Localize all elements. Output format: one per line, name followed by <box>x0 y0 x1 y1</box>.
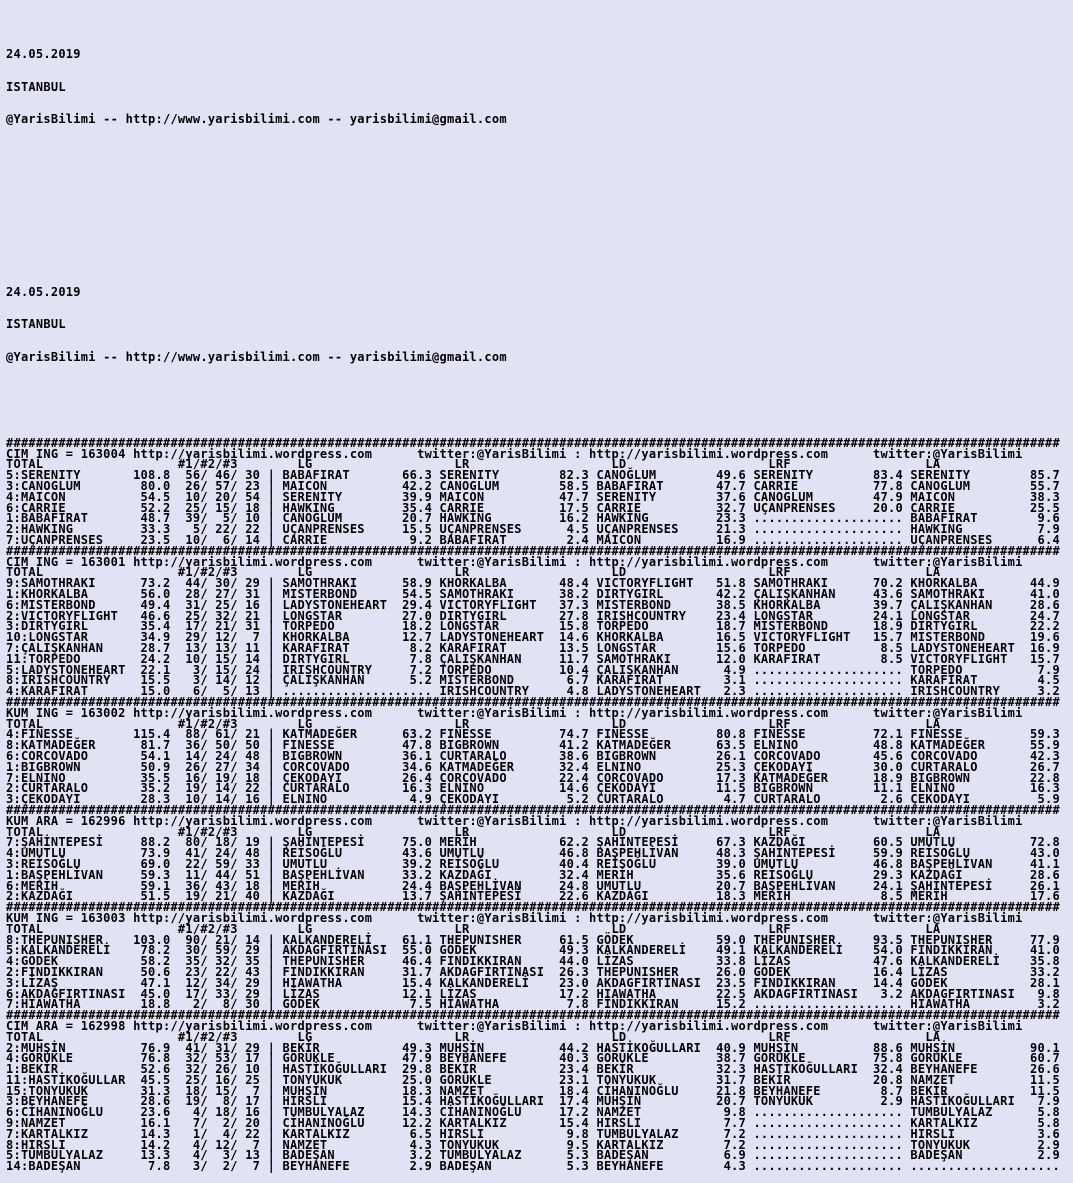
table-row: 2:HAWKING 33.3 5/ 22/ 22 | UÇANPRENSES 15.5 UÇANPRENSES 4.5 UÇANPRENSES 21.3 .................... HAWKING 7.9 <box>6 522 1060 537</box>
report-city: ISTANBUL <box>6 317 66 332</box>
separator-line: ############################################################################################################################################# <box>6 900 1060 915</box>
blank-line <box>6 405 1073 416</box>
table-row: 4:UMUTLU 73.9 41/ 24/ 48 | REİSOĞLU 43.6 UMUTLU 46.8 BAŞPEHLİVAN 48.3 ŞAHİNTEPESİ 59.9 REİSOĞLU 43.0 <box>6 846 1060 861</box>
table-row: 7:ŞAHİNTEPESİ 88.2 80/ 18/ 19 | ŞAHİNTEPESİ 75.0 MERİH 62.2 ŞAHİNTEPESİ 67.3 KAZDAĞI 60.5 UMUTLU 72.8 <box>6 835 1060 850</box>
separator-line: ############################################################################################################################################# <box>6 695 1060 709</box>
race-section-2 <box>6 543 1073 699</box>
table-row: 7:ELNINO 35.5 16/ 19/ 18 | ÇEKODAYI 26.4 CORCOVADO 22.4 CORCOVADO 17.3 KATMADEĞER 18.9 BIGBROWN 22.8 <box>6 770 1060 785</box>
section-title: CIM ARA = 162998 http://yarisbilimi.wordpress.com twitter:@YarisBilimi : http://yarisbilimi.wordpress.com twitter:@YarisBilimi <box>6 1018 1023 1033</box>
table-row: 8:HIRSLI 14.2 4/ 12/ 7 | NAMZET 4.3 TONYUKUK 9.5 KARTALKIZ 7.2 .................... TONYUKUK 2.9 <box>6 1137 1060 1152</box>
table-row: 3:LİZAŞ 47.1 12/ 34/ 29 | HIAWATHA 15.4 KALKANDERELİ 23.0 AKDAGFIRTINASI 23.5 FINDIKKIRAN 14.4 GÖDEK 28.1 <box>6 975 1060 990</box>
section-title: KUM ING = 163002 http://yarisbilimi.wordpress.com twitter:@YarisBilimi : http://yarisbilimi.wordpress.com twitter:@YarisBilimi <box>6 705 1023 720</box>
table-row: 4:GÖDEK 58.2 35/ 32/ 35 | THEPUNISHER 46.4 FINDIKKIRAN 44.0 LİZAS 33.8 LİZAS 47.6 KALKANDERELİ 35.8 <box>6 954 1060 969</box>
table-row: 6:CARRIE 52.2 25/ 15/ 18 | HAWKING 35.4 CARRIE 17.5 CARRIE 32.7 UÇANPRENSES 20.0 CARRIE 25.5 <box>6 500 1060 515</box>
table-row: 5:TUMBULYALAZ 13.3 4/ 3/ 13 | BADEŞAN 3.2 TUMBULYALAZ 5.3 BADEŞAN 6.9 .................... BADEŞAN 2.9 <box>6 1148 1060 1163</box>
table-row: 2:KAZDAĞI 51.5 19/ 21/ 40 | KAZDAĞI 13.7 ŞAHİNTEPESİ 22.6 KAZDAĞI 18.3 MERİH 8.5 MERİH 17.6 <box>6 889 1060 904</box>
race-section-4 <box>6 802 1073 904</box>
column-header: TOTAL #1/#2/#3 LG LR LD LRF LA <box>6 565 941 580</box>
table-row: 5:SERENITY 108.8 56/ 46/ 30 | BABAFIRAT 66.3 SERENITY 82.3 CANOĞLUM 49.6 SERENITY 83.4 SERENITY 85.7 <box>6 468 1060 483</box>
table-row: 7:ÇALIŞKANHAN 28.7 13/ 13/ 11 | KARAFIRAT 8.2 KARAFIRAT 13.5 LONGSTAR 15.6 TORPEDO 8.5 LADYSTONEHEART 16.9 <box>6 641 1060 656</box>
table-row: 6:AKDAGFIRTINASI 45.0 17/ 33/ 29 | LİZAS 12.1 LİZAS 17.2 HIAWATHA 22.5 AKDAGFIRTINASI 3.2 AKDAGFIRTINASI 9.8 <box>6 986 1060 1001</box>
table-row: 7:KARTALKIZ 14.3 1/ 4/ 22 | KARTALKIZ 6.5 HIRSLI 9.8 TUMBULYALAZ 7.2 .................... HIRSLI 3.6 <box>6 1126 1060 1141</box>
separator-line: ############################################################################################################################################# <box>6 435 1060 450</box>
race-section-5 <box>6 902 1073 1010</box>
separator-line: ############################################################################################################################################# <box>6 1008 1060 1023</box>
table-row: 11:TORPEDO 24.2 10/ 15/ 14 | DIRTYGIRL 7.8 ÇALIŞKANHAN 11.7 SAMOTHRAKI 12.0 KARAFIRAT 8.5 VICTORYFLIGHT 15.7 <box>6 651 1060 666</box>
table-row: 2:CURTARALO 35.2 19/ 14/ 22 | CURTARALO 16.3 ELNINO 14.6 ÇEKODAYI 11.5 BIGBROWN 11.1 ELNINO 16.3 <box>6 781 1060 796</box>
table-row: 5:KALKANDERELİ 78.2 30/ 59/ 29 | AKDAGFIRTINASI 55.0 GÖDEK 49.3 KALKANDERELİ 49.1 KALKANDERELİ 54.0 FINDIKKIRAN 41.0 <box>6 943 1060 958</box>
report-header-block-2 <box>6 265 1073 384</box>
table-row: 9:NAMZET 16.1 7/ 2/ 20 | CİHANINOĞLU 12.2 KARTALKIZ 15.4 HIRSLI 7.7 .................... KARTALKIZ 5.8 <box>6 1116 1060 1131</box>
table-row: 3:BEYHANEFE 28.6 19/ 8/ 17 | HIRSLI 15.4 HASTİKOĞULLARI 17.4 MUHŞİN 20.7 TONYUKUK 2.9 HASTİKOĞULLARI 7.9 <box>6 1094 1060 1109</box>
column-header: TOTAL #1/#2/#3 LG LR LD LRF LA <box>6 1029 941 1044</box>
race-section-3 <box>6 697 1073 805</box>
separator-line: ############################################################################################################################################# <box>6 543 1060 558</box>
table-row: 4:FINESSE 115.4 88/ 61/ 21 | KATMADEĞER 63.2 FINESSE 74.7 FINESSE 80.8 FINESSE 72.1 FINESSE 59.3 <box>6 727 1060 742</box>
column-header: TOTAL #1/#2/#3 LG LR LD LRF LA <box>6 824 941 839</box>
report-byline: @YarisBilimi -- http://www.yarisbilimi.com -- yarisbilimi@gmail.com <box>6 349 507 364</box>
table-row: 1:BEKİR 52.6 32/ 26/ 10 | HASTİKOĞULLARI 29.8 BEKİR 23.4 BEKİR 32.3 HASTİKOĞULLARI 32.4 BEYHANEFE 26.6 <box>6 1062 1060 1077</box>
blank-line <box>6 233 1073 244</box>
section-title: CIM ING = 163004 http://yarisbilimi.wordpress.com twitter:@YarisBilimi : http://yarisbilimi.wordpress.com twitter:@YarisBilimi <box>6 446 1023 461</box>
table-row: 7:UÇANPRENSES 23.5 10/ 6/ 14 | CARRIE 9.2 BABAFIRAT 2.4 MAICON 16.9 .................... UÇANPRENSES 6.4 <box>6 533 1060 548</box>
table-row: 4:KARAFIRAT 15.0 6/ 5/ 13 | .................... IRISHCOUNTRY 4.8 LADYSTONEHEART 2.3 .................... IRISHCOUNTRY 3.2 <box>6 684 1060 699</box>
sections-container <box>6 435 1073 1174</box>
table-row: 3:DIRTYGIRL 35.4 17/ 21/ 31 | TORPEDO 18.2 LONGSTAR 15.8 TORPEDO 18.7 MISTERBOND 18.9 DIRTYGIRL 22.2 <box>6 619 1060 634</box>
table-row: 2:MUHŞİN 76.9 41/ 31/ 29 | BEKİR 49.3 MUHŞİN 44.2 HASTİKOĞULLARI 40.9 MUHŞİN 88.6 MUHŞİN 90.1 <box>6 1040 1060 1055</box>
table-row: 11:HASTİKOĞULLAR 45.5 25/ 16/ 25 | TONYUKUK 25.0 GÖRÜKLE 23.1 TONYUKUK 31.7 BEKİR 20.8 NAMZET 11.5 <box>6 1072 1060 1087</box>
report-byline: @YarisBilimi -- http://www.yarisbilimi.com -- yarisbilimi@gmail.com <box>6 111 507 126</box>
table-row: 4:MAICON 54.5 10/ 20/ 54 | SERENITY 39.9 MAICON 47.7 SERENITY 37.6 CANOGLUM 47.9 MAICON 38.3 <box>6 489 1060 504</box>
report-date: 24.05.2019 <box>6 284 81 299</box>
blank-line <box>6 168 1073 179</box>
section-title: KUM ING = 163003 http://yarisbilimi.wordpress.com twitter:@YarisBilimi : http://yarisbilimi.wordpress.com twitter:@YarisBilimi <box>6 910 1023 925</box>
table-row: 3:REİSOĞLU 69.0 22/ 59/ 33 | UMUTLU 39.2 REİSOĞLU 40.4 REİSOĞLU 39.0 UMUTLU 46.8 BAŞPEHLİVAN 41.1 <box>6 856 1060 871</box>
section-title: KUM ARA = 162996 http://yarisbilimi.wordpress.com twitter:@YarisBilimi : http://yarisbilimi.wordpress.com twitter:@YarisBilimi <box>6 813 1023 828</box>
table-row: 1:BIGBROWN 50.9 26/ 27/ 34 | CORCOVADO 34.6 KATMADEĞER 32.4 ELNINO 25.3 ÇEKODAYI 30.0 CURTARALO 26.7 <box>6 759 1060 774</box>
table-row: 10:LONGSTAR 34.9 29/ 12/ 7 | KHORKALBA 12.7 LADYSTONEHEART 14.6 KHORKALBA 16.5 VICTORYFLIGHT 15.7 MISTERBOND 19.6 <box>6 630 1060 645</box>
blank-line <box>6 200 1073 211</box>
table-row: 3:ÇEKODAYI 28.3 10/ 14/ 16 | ELNINO 4.9 ÇEKODAYI 5.2 CURTARALO 4.7 CURTARALO 2.6 ÇEKODAYI 5.9 <box>6 792 1060 807</box>
separator-line: ############################################################################################################################################# <box>6 802 1060 817</box>
section-title: CIM ING = 163001 http://yarisbilimi.wordpress.com twitter:@YarisBilimi : http://yarisbilimi.wordpress.com twitter:@YarisBilimi <box>6 554 1023 569</box>
table-row: 2:VICTORYFLIGHT 46.6 25/ 32/ 21 | LONGSTAR 27.0 DIRTYGIRL 27.8 IRISHCOUNTRY 23.4 LONGSTAR 24.1 LONGSTAR 24.7 <box>6 608 1060 623</box>
table-row: 8:THEPUNISHER 103.0 90/ 21/ 14 | KALKANDERELİ 61.1 THEPUNISHER 61.5 GÖDEK 59.0 THEPUNISHER 93.5 THEPUNISHER 77.9 <box>6 932 1060 947</box>
table-row: 3:CANOGLUM 80.0 26/ 57/ 23 | MAICON 42.2 CANOGLUM 58.5 BABAFIRAT 47.7 CARRIE 77.8 CANOGLUM 55.7 <box>6 479 1060 494</box>
table-row: 8:IRISHCOUNTRY 15.5 3/ 14/ 12 | ÇALIŞKANHAN 5.2 MISTERBOND 6.7 KARAFIRAT 3.1 .................... KARAFIRAT 4.5 <box>6 673 1060 688</box>
column-header: TOTAL #1/#2/#3 LG LR LD LRF LA <box>6 716 941 731</box>
report-header-block-1 <box>6 28 1073 147</box>
table-row: 6:MISTERBOND 49.4 31/ 25/ 16 | LADYSTONEHEART 29.4 VICTORYFLIGHT 37.3 MISTERBOND 38.5 KHORKALBA 39.7 ÇALIŞKANHAN 28.6 <box>6 597 1060 612</box>
table-row: 1:BABAFIRAT 48.7 39/ 5/ 10 | CANOGLUM 20.7 HAWKING 16.2 HAWKING 23.3 .................... BABAFIRAT 9.6 <box>6 511 1060 526</box>
table-row: 9:SAMOTHRAKI 73.2 44/ 30/ 29 | SAMOTHRAKI 58.9 KHORKALBA 48.4 VICTORYFLIGHT 51.8 SAMOTHRAKI 70.2 KHORKALBA 44.9 <box>6 576 1060 591</box>
report-date: 24.05.2019 <box>6 47 81 62</box>
race-section-6 <box>6 1010 1073 1172</box>
table-row: 7:HIAWATHA 18.8 2/ 8/ 30 | GÖDEK 7.5 HIAWATHA 7.8 FINDIKKIRAN 15.2 .................... HIAWATHA 3.2 <box>6 997 1060 1012</box>
table-row: 8:KATMADEĞER 81.7 36/ 50/ 50 | FINESSE 47.8 BIGBROWN 41.2 KATMADEĞER 63.5 ELNINO 48.8 KATMADEĞER 55.9 <box>6 738 1060 753</box>
table-row: 1:BAŞPEHLİVAN 59.3 11/ 44/ 51 | BAŞPEHLİVAN 33.2 KAZDAĞI 32.4 MERİH 35.6 REİSOĞLU 29.3 KAZDAĞI 28.6 <box>6 867 1060 882</box>
race-section-1 <box>6 435 1073 548</box>
table-row: 1:KHORKALBA 56.0 28/ 27/ 31 | MISTERBOND 54.5 SAMOTHRAKI 38.2 DIRTYGIRL 42.2 ÇALIŞKANHAN 43.6 SAMOTHRAKI 41.0 <box>6 587 1060 602</box>
table-row: 5:LADYSTONEHEART 22.1 3/ 15/ 24 | IRISHCOUNTRY 7.2 TORPEDO 10.4 ÇALIŞKANHAN 4.9 .................... TORPEDO 7.9 <box>6 662 1060 677</box>
table-row: 14:BADEŞAN 7.8 3/ 2/ 7 | BEYHANEFE 2.9 BADEŞAN 5.3 BEYHANEFE 4.3 .................... .................... <box>6 1159 1060 1174</box>
column-header: TOTAL #1/#2/#3 LG LR LD LRF LA <box>6 921 941 936</box>
table-row: 4:GÖRÜKLE 76.8 32/ 53/ 17 | GÖRÜKLE 47.9 BEYHANEFE 40.3 GÖRÜKLE 38.7 GÖRÜKLE 75.8 GÖRÜKLE 60.7 <box>6 1051 1060 1066</box>
table-row: 6:CORCOVADO 54.1 14/ 24/ 48 | BIGBROWN 36.1 CURTARALO 38.6 BIGBROWN 26.1 CORCOVADO 45.6 CORCOVADO 42.3 <box>6 748 1060 763</box>
table-row: 6:MERİH 59.1 36/ 43/ 18 | MERİH 24.4 BAŞPEHLİVAN 24.8 UMUTLU 20.7 BAŞPEHLİVAN 24.1 ŞAHİNTEPESİ 26.1 <box>6 878 1060 893</box>
table-row: 2:FINDIKKIRAN 50.6 23/ 22/ 43 | FINDIKKIRAN 31.7 AKDAGFIRTINASI 26.3 THEPUNISHER 26.0 GÖDEK 16.4 LİZAS 33.2 <box>6 964 1060 979</box>
column-header: TOTAL #1/#2/#3 LG LR LD LRF LA <box>6 457 941 472</box>
report-city: ISTANBUL <box>6 79 66 94</box>
table-row: 6:CİHANINOĞLU 23.6 4/ 18/ 16 | TUMBULYALAZ 14.3 CİHANINOĞLU 17.2 NAMZET 9.8 .................... TUMBULYALAZ 5.8 <box>6 1105 1060 1120</box>
table-row: 15:TONYUKUK 31.3 18/ 15/ 7 | MUHŞİN 18.3 NAMZET 18.4 CİHANINOĞLU 21.8 BEYHANEFE 8.7 BEKİR 11.5 <box>6 1083 1060 1098</box>
